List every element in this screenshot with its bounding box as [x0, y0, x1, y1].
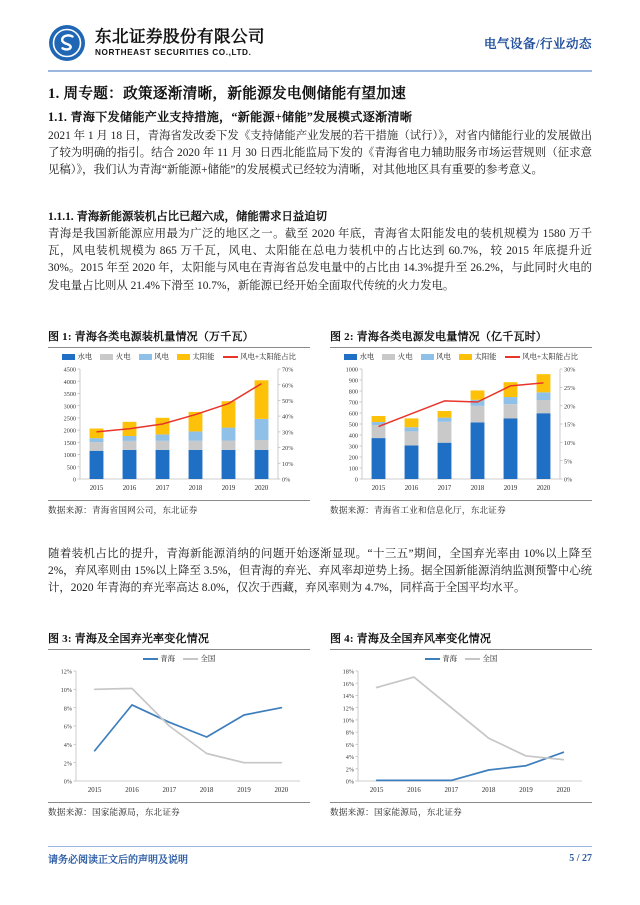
legend-item-风电: [139, 351, 169, 362]
footer-page-number: 5 / 27: [569, 853, 592, 864]
legend-swatch-icon: [62, 354, 75, 360]
legend-swatch-icon: [223, 356, 238, 358]
legend-item-太阳能: [459, 351, 497, 362]
brand-text: [95, 29, 265, 57]
legend-swatch-icon: [143, 658, 158, 660]
svg-text:2015: 2015: [89, 485, 104, 492]
page-header: [48, 18, 592, 68]
svg-text:2016: 2016: [404, 485, 419, 492]
svg-text:0%: 0%: [345, 778, 354, 786]
legend-item-风电+太阳能占比: [505, 351, 578, 362]
svg-text:4%: 4%: [345, 754, 354, 762]
svg-text:2016: 2016: [125, 787, 139, 794]
svg-text:2019: 2019: [503, 485, 518, 492]
svg-text:2500: 2500: [63, 415, 76, 423]
svg-text:20%: 20%: [564, 403, 576, 411]
svg-text:8%: 8%: [345, 729, 354, 737]
svg-text:700: 700: [348, 399, 358, 407]
svg-text:30%: 30%: [564, 366, 576, 374]
legend-swatch-icon: [421, 354, 434, 360]
svg-text:4500: 4500: [63, 366, 76, 374]
svg-text:2%: 2%: [63, 760, 72, 768]
svg-text:5%: 5%: [564, 458, 573, 466]
svg-text:600: 600: [348, 410, 358, 418]
svg-text:100: 100: [348, 465, 358, 473]
figure-4-legend: [330, 652, 592, 665]
svg-text:12%: 12%: [342, 705, 354, 713]
legend-label: 青海: [160, 654, 175, 663]
legend-swatch-icon: [183, 658, 198, 660]
svg-text:500: 500: [66, 464, 76, 472]
legend-swatch-icon: [100, 354, 113, 360]
svg-text:3500: 3500: [63, 391, 76, 399]
svg-text:14%: 14%: [342, 693, 354, 701]
svg-text:2019: 2019: [221, 485, 236, 492]
figure-1-caption: 图 1: 青海各类电源装机量情况（万千瓦）: [48, 331, 254, 343]
svg-text:2000: 2000: [63, 427, 76, 435]
legend-item-风电: [421, 351, 451, 362]
legend-label: 青海: [442, 654, 457, 663]
svg-text:15%: 15%: [564, 421, 576, 429]
figure-1: [48, 328, 310, 516]
svg-text:2017: 2017: [162, 787, 177, 794]
svg-text:10%: 10%: [342, 717, 354, 725]
svg-text:10%: 10%: [564, 439, 576, 447]
svg-text:12%: 12%: [60, 668, 72, 676]
figure-2: [330, 328, 592, 516]
svg-text:2015: 2015: [371, 485, 386, 492]
figure-2-caption: 图 2: 青海各类电源发电量情况（亿千瓦时）: [330, 331, 548, 343]
figure-3-plot: [48, 665, 310, 801]
figure-1-source: 数据来源：青海省国网公司，东北证券: [48, 505, 198, 515]
legend-item-青海: [143, 653, 175, 664]
svg-text:0%: 0%: [63, 778, 72, 786]
figure-1-plot: [48, 363, 310, 499]
section-heading-1: 1. 周专题：政策逐渐清晰，新能源发电侧储能有望加速: [48, 86, 407, 102]
figure-2-source: 数据来源：青海省工业和信息化厅，东北证券: [330, 505, 506, 515]
svg-text:800: 800: [348, 388, 358, 396]
svg-text:10%: 10%: [282, 460, 294, 468]
legend-item-太阳能: [177, 351, 215, 362]
legend-item-全国: [183, 653, 215, 664]
svg-text:2020: 2020: [536, 485, 551, 492]
legend-label: 水电: [359, 352, 375, 361]
figure-2-chart: [330, 348, 592, 500]
page-footer: [48, 851, 592, 866]
svg-text:400: 400: [348, 432, 358, 440]
legend-item-水电: [344, 351, 374, 362]
svg-text:2020: 2020: [254, 485, 269, 492]
legend-label: 风电+太阳能占比: [240, 352, 296, 361]
svg-text:0%: 0%: [564, 476, 573, 484]
legend-swatch-icon: [459, 354, 472, 360]
svg-text:2018: 2018: [199, 787, 214, 794]
svg-text:2%: 2%: [345, 766, 354, 774]
svg-text:1000: 1000: [345, 366, 358, 374]
svg-text:3000: 3000: [63, 403, 76, 411]
svg-text:2019: 2019: [519, 787, 533, 794]
svg-text:2018: 2018: [481, 787, 496, 794]
legend-swatch-icon: [505, 356, 520, 358]
legend-swatch-icon: [465, 658, 480, 660]
company-name-cn: 东北证券股份有限公司: [95, 28, 265, 47]
figure-2-plot: [330, 363, 592, 499]
figure-1-chart: [48, 348, 310, 500]
legend-label: 全国: [482, 654, 498, 663]
paragraph-3: 随着装机占比的提升，青海新能源消纳的问题开始逐渐显现。“十三五”期间，全国弃光率由 10%以上降至 2%，弃风率则由 15%以上降至 3.5%，但青海的弃光、弃风率却逆势上扬。据全国新能源消纳监测预警中心统计，2020 年青海的弃光率高达 8.0%，仅次于西藏，弃风率则为 4.7%，同样高于全国平均水平。: [48, 548, 592, 595]
svg-text:1500: 1500: [63, 439, 76, 447]
section-heading-1-1: 1.1. 青海下发储能产业支持措施，“新能源+储能”发展模式逐渐清晰: [48, 110, 413, 124]
svg-text:10%: 10%: [60, 686, 72, 694]
figure-1-legend: [48, 350, 310, 363]
svg-text:2018: 2018: [188, 485, 203, 492]
svg-text:2015: 2015: [369, 787, 384, 794]
figure-4-caption: 图 4: 青海及全国弃风率变化情况: [330, 633, 492, 645]
svg-text:0: 0: [72, 476, 76, 484]
svg-text:2019: 2019: [237, 787, 251, 794]
svg-text:4%: 4%: [63, 741, 72, 749]
svg-text:300: 300: [348, 443, 358, 451]
svg-text:0%: 0%: [282, 476, 291, 484]
svg-text:1000: 1000: [63, 452, 76, 460]
svg-text:4000: 4000: [63, 378, 76, 386]
legend-label: 太阳能: [474, 352, 497, 361]
svg-text:25%: 25%: [564, 384, 576, 392]
svg-text:2016: 2016: [122, 485, 137, 492]
svg-text:40%: 40%: [282, 413, 294, 421]
svg-text:2018: 2018: [470, 485, 485, 492]
figure-3-legend: [48, 652, 310, 665]
legend-label: 火电: [397, 352, 413, 361]
legend-item-风电+太阳能占比: [223, 351, 296, 362]
svg-text:2020: 2020: [556, 787, 571, 794]
legend-label: 风电+太阳能占比: [522, 352, 578, 361]
svg-text:60%: 60%: [282, 382, 294, 390]
svg-text:2017: 2017: [444, 787, 459, 794]
legend-item-水电: [62, 351, 92, 362]
svg-text:6%: 6%: [345, 741, 354, 749]
legend-swatch-icon: [177, 354, 190, 360]
svg-text:70%: 70%: [282, 366, 294, 374]
legend-swatch-icon: [382, 354, 395, 360]
circular-s-logo-icon: [48, 24, 86, 62]
svg-text:2017: 2017: [155, 485, 170, 492]
svg-text:2020: 2020: [274, 787, 289, 794]
legend-label: 风电: [154, 352, 169, 361]
svg-text:18%: 18%: [342, 668, 354, 676]
figure-4-chart: [330, 650, 592, 802]
svg-text:2016: 2016: [407, 787, 421, 794]
svg-text:6%: 6%: [63, 723, 72, 731]
legend-item-火电: [382, 351, 412, 362]
figure-4-source: 数据来源：国家能源局，东北证券: [330, 807, 462, 817]
section-heading-1-1-1: 1.1.1. 青海新能源装机占比已超六成，储能需求日益迫切: [48, 211, 328, 223]
company-name-en: NORTHEAST SECURITIES CO.,LTD.: [95, 47, 252, 57]
svg-text:20%: 20%: [282, 445, 294, 453]
legend-label: 太阳能: [192, 352, 215, 361]
legend-item-全国: [465, 653, 497, 664]
svg-text:200: 200: [348, 454, 358, 462]
figure-2-legend: [330, 350, 592, 363]
legend-label: 火电: [115, 352, 131, 361]
legend-swatch-icon: [425, 658, 440, 660]
figure-3-source: 数据来源：国家能源局，东北证券: [48, 807, 180, 817]
legend-item-火电: [100, 351, 130, 362]
legend-label: 风电: [436, 352, 451, 361]
svg-text:8%: 8%: [63, 705, 72, 713]
report-category: 电气设备/行业动态: [484, 37, 592, 51]
figure-3-chart: [48, 650, 310, 802]
svg-text:2015: 2015: [87, 787, 102, 794]
legend-swatch-icon: [139, 354, 152, 360]
legend-label: 全国: [200, 654, 216, 663]
legend-label: 水电: [77, 352, 93, 361]
svg-text:0: 0: [354, 476, 358, 484]
footer-note: 请务必阅读正文后的声明及说明: [48, 855, 188, 866]
header-divider: [48, 70, 592, 72]
figure-3: [48, 630, 310, 818]
figure-4-plot: [330, 665, 592, 801]
svg-text:16%: 16%: [342, 680, 354, 688]
legend-swatch-icon: [344, 354, 357, 360]
legend-item-青海: [425, 653, 457, 664]
svg-text:900: 900: [348, 377, 358, 385]
svg-text:30%: 30%: [282, 429, 294, 437]
footer-divider: [48, 846, 592, 847]
figure-3-caption: 图 3: 青海及全国弃光率变化情况: [48, 633, 210, 645]
svg-text:2017: 2017: [437, 485, 452, 492]
figure-4: [330, 630, 592, 818]
svg-text:500: 500: [348, 421, 358, 429]
paragraph-1: 2021 年 1 月 18 日，青海省发改委下发《支持储能产业发展的若干措施（试行）》，对省内储能行业的发展做出了较为明确的指引。结合 2020 年 11 月 30 日西北能监局下发的《青海省电力辅助服务市场运营规则（征求意见稿）》，我们认为青海“新能源+储能”的发展模式已经较为清晰，对其他地区具有重要的参考意义。: [48, 130, 592, 177]
brand-block: [48, 24, 265, 62]
svg-text:50%: 50%: [282, 398, 294, 406]
paragraph-2: 青海是我国新能源应用最为广泛的地区之一。截至 2020 年底，青海省太阳能发电的装机规模为 1580 万千瓦，风电装机规模为 865 万千瓦，风电、太阳能在总电力装机中的占比达到 60.7%，较 2015 年底提升近 30%。2015 年至 2020 年，太阳能与风电在青海省总发电量中的占比由 14.3%提升至 26.2%，与此同时火电的发电量占比则从 21.4%下滑至 10.7%，新能源已经开始全面取代传统的火力发电。: [48, 228, 592, 292]
